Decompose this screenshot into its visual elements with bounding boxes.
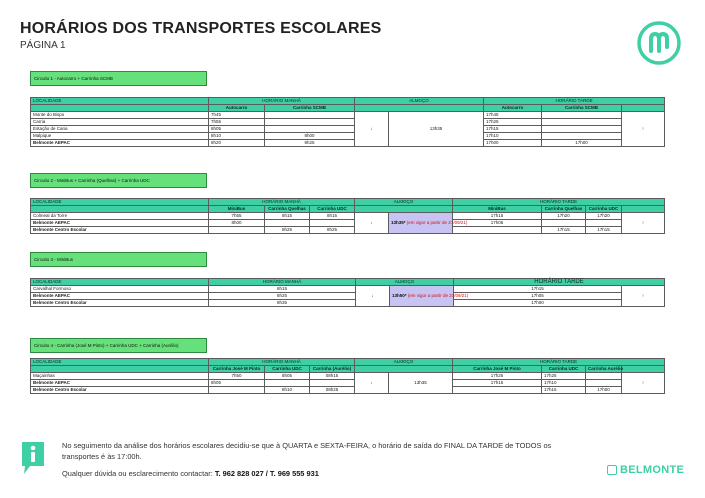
almoco-time: 13h35: [389, 373, 453, 394]
table-row: Belmonte Centro Escolar 8h35 17h00: [31, 300, 665, 307]
header-localidade: LOCALIDADE: [31, 279, 209, 286]
col-autocarro-manha: Autocarro: [209, 105, 265, 112]
header-manha: HORÁRIO MANHÃ: [209, 279, 356, 286]
almoco-time-highlight: 13h50* (em vigor a partir de 27/09/21): [390, 286, 454, 307]
col-autocarro-tarde: Autocarro: [484, 105, 542, 112]
table-row: Maçainhas 7h50 8h05 08h15 ↓ 13h35 17h25 17h25 ↑: [31, 373, 665, 380]
header-almoco: ALMOÇO: [355, 98, 484, 105]
circuit-4-table: LOCALIDADE HORÁRIO MANHÃ ALMOÇO HORÁRIO TARDE Carrinha José M Pinto Carrinha UDC Carrinha (Aurélio) Carrinha José M Pinto Carrinha UDC Carrinha Aurélio Maçainhas 7h50 8h05 08h15 ↓ 13h35 17h25 17h25 ↑ Belmonte AEPAC 8h05 17h15 17h10 Belmonte Centro Escolar 8h10 08h25 17h15 17h00: [30, 358, 665, 394]
header-tarde: HORÁRIO TARDE: [454, 279, 665, 286]
header-localidade: LOCALIDADE: [31, 98, 209, 105]
page-subtitle: PÁGINA 1: [20, 40, 66, 51]
circuit-4-label: Circuito 4 - Carrinha (José M Pinto) + Carrinha UDC + Carrinha (Aurélio): [30, 338, 207, 353]
table-row: Belmonte Centro Escolar 8h10 08h25 17h15 17h00: [31, 387, 665, 394]
brand-logo: BELMONTE: [607, 464, 684, 476]
circuit-3-label: Circuito 3 - MiniBus: [30, 252, 207, 267]
header-localidade: LOCALIDADE: [31, 199, 209, 206]
down-arrow-icon: ↓: [355, 213, 389, 234]
table-row: Carria 7h55 17h25: [31, 119, 665, 126]
up-arrow-icon: ↑: [622, 112, 665, 147]
header-localidade: LOCALIDADE: [31, 359, 209, 366]
up-arrow-icon: ↑: [622, 373, 665, 394]
info-icon: [20, 440, 46, 476]
circuit-2-table: LOCALIDADE HORÁRIO MANHÃ ALMOÇO HORÁRIO TARDE MiniBus Carrinha Quelhas Carrinha UDC MiniBus Carrinha Quelhas Carrinha UDC Colmeal da Torre 7h55 8h15 8h15 ↓ 13h35* (em vigor a partir de 27/09/21) 17h15 17h20 17h20 ↑ Belmonte AEPAC 8h00 17h05 Belmonte Centro Escolar 8h25 8h25 17h15 17h15: [30, 198, 665, 234]
almoco-time: 13h35: [389, 112, 484, 147]
circuit-3-table: [30, 278, 665, 307]
almoco-time-highlight: 13h35* (em vigor a partir de 27/09/21): [389, 213, 453, 234]
header-tarde: HORÁRIO TARDE: [484, 98, 665, 105]
table-row: Colmeal da Torre 7h55 8h15 8h15 ↓ 13h35* (em vigor a partir de 27/09/21) 17h15 17h20 17h20 ↑: [31, 213, 665, 220]
col-carrinha-tarde: Carrinha SCMB: [542, 105, 622, 112]
up-arrow-icon: ↑: [622, 213, 665, 234]
circuit-1-table: [30, 97, 665, 147]
brand-mark-icon: [607, 465, 617, 475]
table-row: Carvalhal Formoso 8h15 ↓ 13h50* (em vigor a partir de 27/09/21) 17h15 ↑: [31, 286, 665, 293]
header-almoco: ALMOÇO: [355, 199, 453, 206]
header-manha: HORÁRIO MANHÃ: [209, 199, 355, 206]
up-arrow-icon: ↑: [622, 286, 665, 307]
contact-line: Qualquer dúvida ou esclarecimento contactar: T. 962 828 027 / T. 969 555 931: [62, 469, 319, 478]
table-row: Malpique 8h10 8h00 17h10: [31, 133, 665, 140]
header-manha: HORÁRIO MANHÃ: [209, 98, 355, 105]
belmonte-logo-icon: [636, 20, 682, 66]
table-row: Monte do Bispo 7h45 ↓ 13h35 17h45 ↑: [31, 112, 665, 119]
table-row: Belmonte AEPAC 8h05 17h15 17h10: [31, 380, 665, 387]
down-arrow-icon: ↓: [355, 373, 389, 394]
header-almoco: ALMOÇO: [355, 359, 453, 366]
header-manha: HORÁRIO MANHÃ: [209, 359, 355, 366]
table-row: Belmonte Centro Escolar 8h25 8h25 17h15 17h15: [31, 227, 665, 234]
circuit-1-label: Circuito 1 - Autocarro + Carrinha SCMB: [30, 71, 207, 86]
table-row: Belmonte AEPAC 8h00 17h05: [31, 220, 665, 227]
col-carrinha-manha: Carrinha SCMB: [265, 105, 355, 112]
down-arrow-icon: ↓: [355, 112, 389, 147]
table-row: Estação de Caria 8h05 17h15: [31, 126, 665, 133]
table-row: Belmonte AEPAC 8h20 8h25 17h00 17h00: [31, 140, 665, 147]
schedule-note: No seguimento da análise dos horários escolares decidiu-se que à QUARTA e SEXTA-FEIRA, o horário de saída do FINAL DA TARDE de TODOS os transportes é às 17:00h.: [62, 441, 552, 461]
header-tarde: HORÁRIO TARDE: [453, 199, 665, 206]
page-title: HORÁRIOS DOS TRANSPORTES ESCOLARES: [20, 20, 382, 37]
contact-phones: T. 962 828 027 / T. 969 555 931: [214, 469, 319, 478]
down-arrow-icon: ↓: [356, 286, 390, 307]
header-almoco: ALMOÇO: [356, 279, 454, 286]
header-tarde: HORÁRIO TARDE: [453, 359, 665, 366]
table-row: Belmonte AEPAC 8h25 17h05: [31, 293, 665, 300]
circuit-2-label: Circuito 2 - MiniBus + Carrinha (Quelhas) + Carrinha UDC: [30, 173, 207, 188]
